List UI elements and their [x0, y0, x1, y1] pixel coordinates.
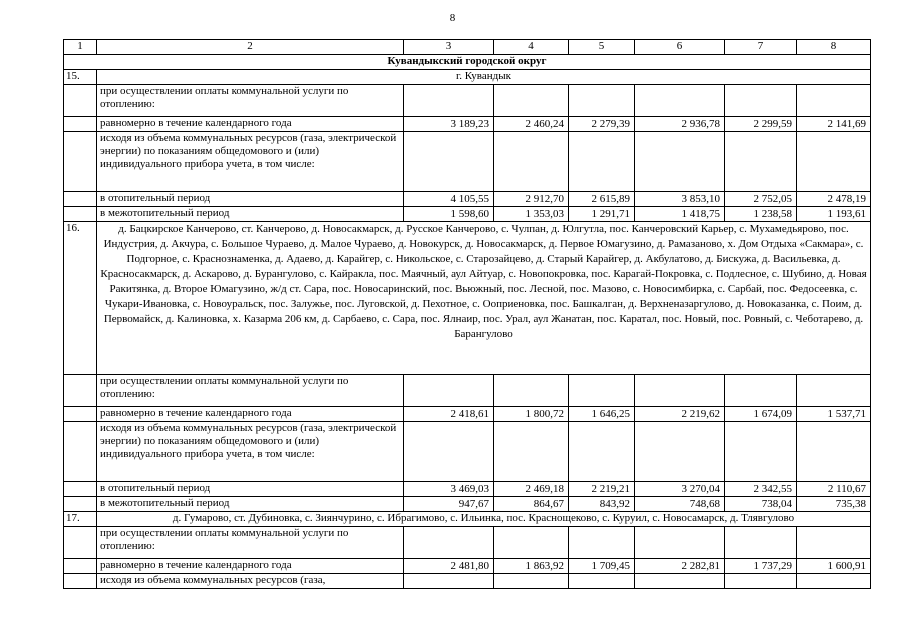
header-col-2: 2	[97, 40, 404, 55]
label-partial: исходя из объема коммунальных ресурсов (газа,	[97, 574, 404, 589]
value-cell: 864,67	[494, 497, 569, 512]
value-cell: 1 353,03	[494, 207, 569, 222]
value-cell: 1 418,75	[635, 207, 725, 222]
value-cell: 2 478,19	[797, 192, 871, 207]
label-interheating: в межотопительный период	[97, 497, 404, 512]
value-cell: 2 615,89	[569, 192, 635, 207]
label-uniform: равномерно в течение календарного года	[97, 117, 404, 132]
entry-number: 15.	[64, 70, 97, 85]
label-payment: при осуществлении оплаты коммунальной услуги по отоплению:	[97, 375, 404, 407]
value-cell: 2 282,81	[635, 559, 725, 574]
label-payment: при осуществлении оплаты коммунальной услуги по отоплению:	[97, 527, 404, 559]
value-cell: 2 936,78	[635, 117, 725, 132]
value-cell: 1 863,92	[494, 559, 569, 574]
value-cell: 738,04	[725, 497, 797, 512]
value-cell: 2 460,24	[494, 117, 569, 132]
label-uniform: равномерно в течение календарного года	[97, 407, 404, 422]
value-cell: 843,92	[569, 497, 635, 512]
label-heating: в отопительный период	[97, 482, 404, 497]
header-col-6: 6	[635, 40, 725, 55]
value-cell: 3 469,03	[404, 482, 494, 497]
entry-location: д. Бацкирское Канчерово, ст. Канчерово, д. Новосакмарск, д. Русское Канчерово, с. Чулпан, д. Юлгутла, пос. Канчеровский Карьер, с. Мухамедьярово, пос. Индустрия, д. Акчура, с. Большое Чураево, д. Малое Чураево, д. Новокурск, д. Новосакмарск, д. Первое Юмагузино, д. Рамазаново, х. Дом Отдыха «Сакмара», с. Подгорное, с. Краснознаменка, д. Адаево, д. Карайгер, с. Никольское, с. Старозайцево, д. Старый Карайгер, д. Акбулатово, д. Бискужа, д. Васильевка, д. Красносакмарск, д. Аскарово, д. Бурангулово, с. Кайракла, пос. Маячный, аул Айтуар, с. Новопокровка, пос. Карагай-Покровка, с. Подлесное, с. Шубино, д. Новая Ракитянка, д. Второе Юмагузино, ж/д ст. Сара, пос. Новосаринский, пос. Вьюжный, пос. Лесной, пос. Мазово, с. Новосимбирка, с. Сарбай, пос. Федосеевка, с. Чукари-Ивановка, с. Новоуральск, пос. Залужье, пос. Луговской, д. Пехотное, с. Ооприеновка, пос. Башкалган, д. Верхненазаргулово, д. Новоказанка, с. Поим, д. Первомайск, д. Калиновка, х. Казарма 206 км, д. Сарбаево, с. Сара, пос. Ялнаир, пос. Урал, аул Жанатан, пос. Каратал, пос. Новый, пос. Ровный, с. Чеботарево, д. Барангулово	[97, 222, 871, 375]
value-cell: 2 110,67	[797, 482, 871, 497]
value-cell: 3 189,23	[404, 117, 494, 132]
label-payment: при осуществлении оплаты коммунальной услуги по отоплению:	[97, 85, 404, 117]
district-title: Кувандыкский городской округ	[64, 55, 871, 70]
value-cell: 2 279,39	[569, 117, 635, 132]
entry-location: д. Гумарово, ст. Дубиновка, с. Зиянчурино, с. Ибрагимово, с. Ильинка, пос. Краснощеково, с. Куруил, с. Новосамарск, д. Тлявгулово	[97, 512, 871, 527]
value-cell: 2 469,18	[494, 482, 569, 497]
header-col-7: 7	[725, 40, 797, 55]
page-number: 8	[449, 12, 456, 24]
header-col-4: 4	[494, 40, 569, 55]
value-cell: 1 238,58	[725, 207, 797, 222]
value-cell: 2 299,59	[725, 117, 797, 132]
label-consumption: исходя из объема коммунальных ресурсов (газа, электрической энергии) по показаниям общедомового и (или) индивидуального прибора учета, в том числе:	[97, 132, 404, 192]
value-cell: 1 537,71	[797, 407, 871, 422]
label-consumption: исходя из объема коммунальных ресурсов (газа, электрической энергии) по показаниям общедомового и (или) индивидуального прибора учета, в том числе:	[97, 422, 404, 482]
value-cell: 2 219,21	[569, 482, 635, 497]
value-cell: 1 800,72	[494, 407, 569, 422]
value-cell: 1 598,60	[404, 207, 494, 222]
entry-number: 16.	[64, 222, 97, 375]
value-cell: 1 291,71	[569, 207, 635, 222]
header-row	[64, 40, 871, 55]
entry-number: 17.	[64, 512, 97, 527]
value-cell: 2 912,70	[494, 192, 569, 207]
value-cell: 1 646,25	[569, 407, 635, 422]
value-cell: 1 674,09	[725, 407, 797, 422]
value-cell: 3 853,10	[635, 192, 725, 207]
value-cell: 735,38	[797, 497, 871, 512]
label-heating: в отопительный период	[97, 192, 404, 207]
value-cell: 2 141,69	[797, 117, 871, 132]
value-cell: 947,67	[404, 497, 494, 512]
value-cell: 2 418,61	[404, 407, 494, 422]
value-cell: 2 481,80	[404, 559, 494, 574]
entry-location: г. Кувандык	[97, 70, 871, 85]
header-col-5: 5	[569, 40, 635, 55]
value-cell: 2 752,05	[725, 192, 797, 207]
tariff-table	[63, 39, 871, 589]
label-interheating: в межотопительный период	[97, 207, 404, 222]
header-col-1: 1	[64, 40, 97, 55]
value-cell: 1 193,61	[797, 207, 871, 222]
value-cell: 3 270,04	[635, 482, 725, 497]
header-col-3: 3	[404, 40, 494, 55]
value-cell: 2 342,55	[725, 482, 797, 497]
header-col-8: 8	[797, 40, 871, 55]
label-uniform: равномерно в течение календарного года	[97, 559, 404, 574]
value-cell: 2 219,62	[635, 407, 725, 422]
value-cell: 748,68	[635, 497, 725, 512]
value-cell: 1 737,29	[725, 559, 797, 574]
value-cell: 1 709,45	[569, 559, 635, 574]
value-cell: 4 105,55	[404, 192, 494, 207]
value-cell: 1 600,91	[797, 559, 871, 574]
